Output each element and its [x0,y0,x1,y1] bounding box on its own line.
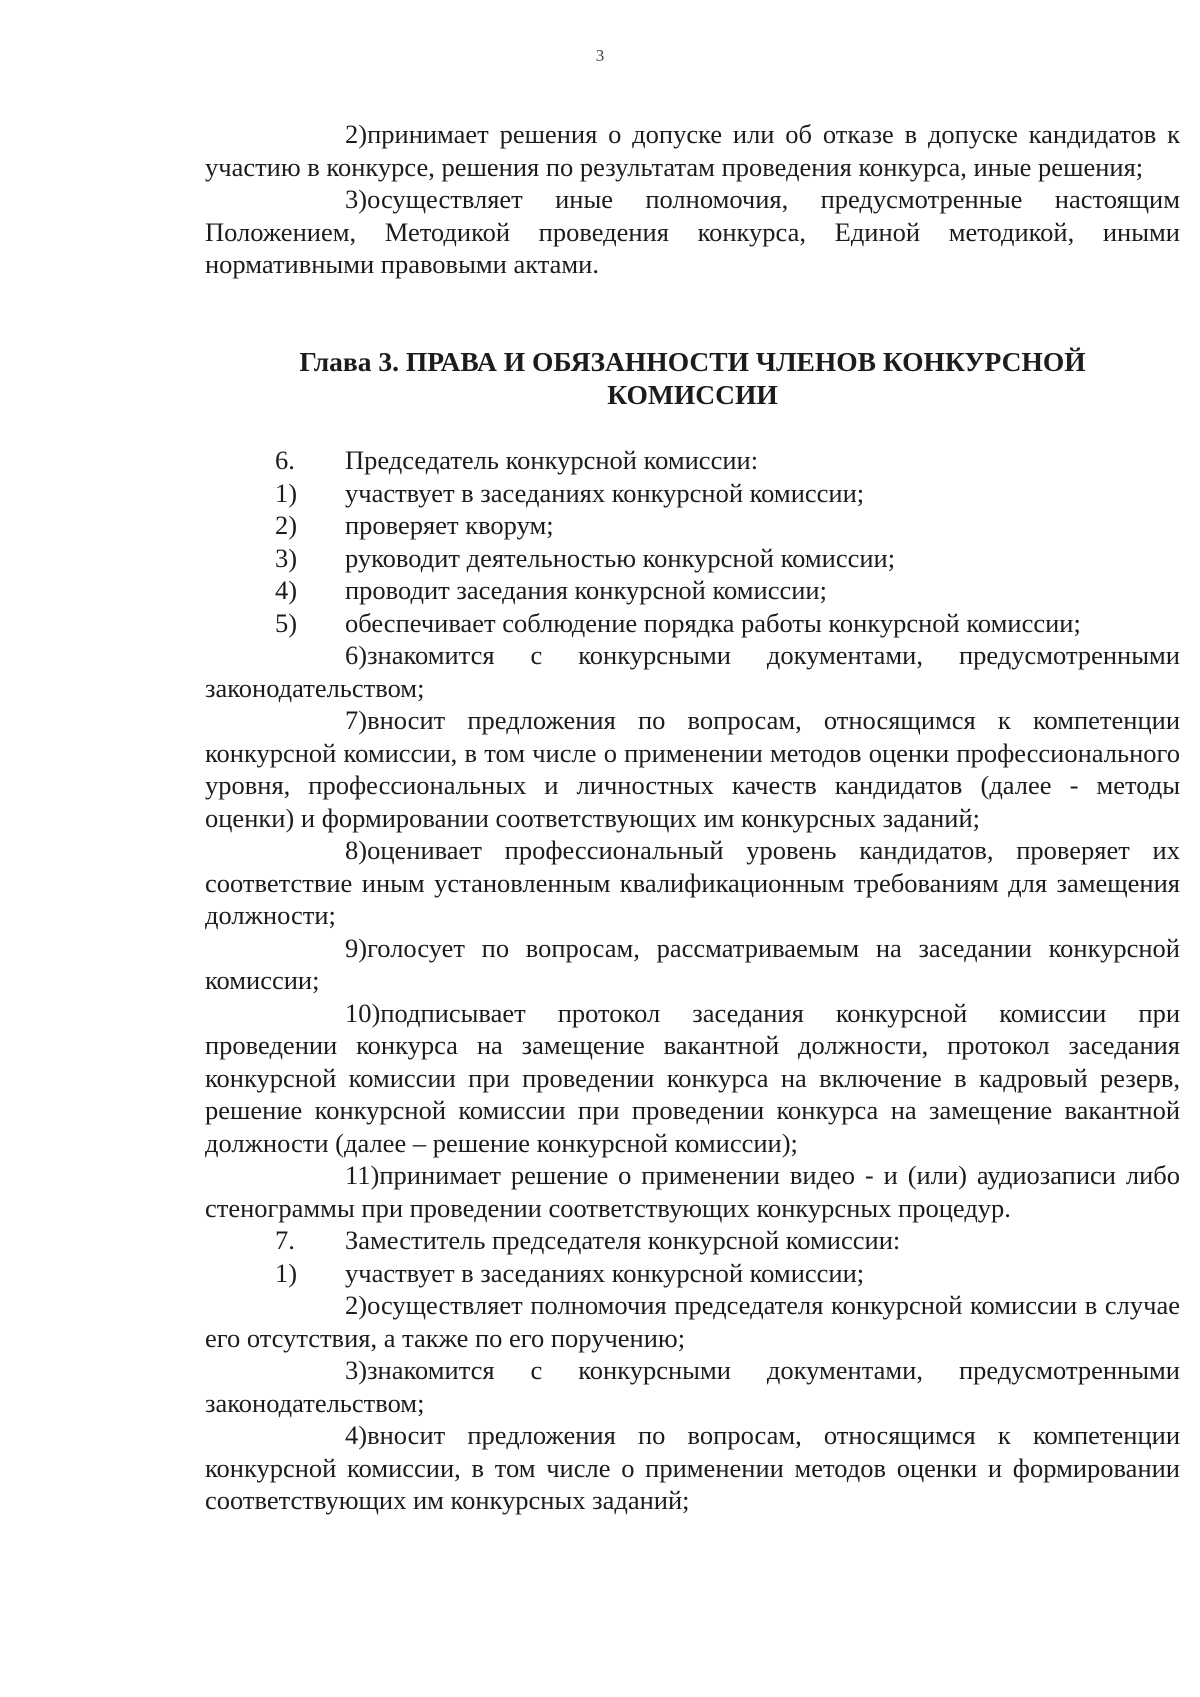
section-intro [205,1224,1180,1257]
section-title: Заместитель председателя конкурсной комиссии: [345,1225,901,1255]
item-text: участвует в заседаниях конкурсной комиссии; [345,477,865,508]
item-text: проверяет кворум; [345,510,554,540]
section-intro [205,444,1180,477]
item-text: вносит предложения по вопросам, относящимся к компетенции конкурсной комиссии, в том числе о применении методов оценки и формировании соответствующих им конкурсных заданий; [205,1420,1180,1515]
chapter-heading-line1: Глава 3. ПРАВА И ОБЯЗАННОСТИ ЧЛЕНОВ КОНКУРСНОЙ [299,346,1086,377]
item-number: 8) [345,835,368,865]
section-title: Председатель конкурсной комиссии: [345,445,759,475]
item-number: 5) [275,607,298,638]
chapter-heading [205,345,1180,411]
item-number: 3) [345,184,368,214]
list-item [205,509,1180,542]
item-number: 7) [345,705,368,735]
item-number: 4) [345,1420,368,1450]
page-number: 3 [595,46,605,65]
list-item [205,542,1180,575]
item-text: руководит деятельностью конкурсной комиссии; [345,542,896,573]
list-item [205,704,1180,834]
item-number: 2) [345,1290,368,1320]
list-item [205,1159,1180,1224]
item-text: знакомится с конкурсными документами, предусмотренными законодательством; [205,640,1180,703]
list-item [205,574,1180,607]
list-item [205,118,1180,183]
item-text: знакомится с конкурсными документами, предусмотренными законодательством; [205,1355,1180,1418]
list-item [205,607,1180,640]
item-text: принимает решения о допуске или об отказе в допуске кандидатов к участию в конкурсе, решения по результатам проведения конкурса, иные решения; [205,119,1180,182]
item-text: принимает решение о применении видео - и (или) аудиозаписи либо стенограммы при проведении соответствующих конкурсных процедур. [205,1160,1180,1223]
item-number: 6) [345,640,368,670]
list-item [205,932,1180,997]
item-text: осуществляет иные полномочия, предусмотренные настоящим Положением, Методикой проведения конкурса, Единой методикой, иными нормативными правовыми актами. [205,184,1180,279]
item-text: голосует по вопросам, рассматриваемым на заседании конкурсной комиссии; [205,932,1180,995]
item-text: подписывает протокол заседания конкурсной комиссии при проведении конкурса на замещение вакантной должности, протокол заседания конкурсной комиссии при проведении конкурса на включение в кадровый резерв, решение конкурсной комиссии при проведении конкурса на замещение вакантной должности (далее – решение конкурсной комиссии); [205,997,1180,1158]
list-item [205,477,1180,510]
item-number: 9) [345,932,368,963]
item-number: 2) [345,119,368,149]
item-number: 1) [275,1257,298,1288]
list-item [205,1289,1180,1354]
item-number: 2) [275,510,298,540]
top-items [205,118,1180,281]
item-text: вносит предложения по вопросам, относящимся к компетенции конкурсной комиссии, в том числе о применении методов оценки профессионального уровня, профессиональных и личностных качеств кандидатов (далее - методы оценки) и формировании соответствующих им конкурсных заданий; [205,705,1180,833]
section-6 [205,444,1180,1517]
list-item [205,997,1180,1160]
list-item [205,834,1180,932]
section-number: 6. [275,445,295,475]
item-number: 11) [345,1160,380,1190]
item-number: 3) [345,1355,368,1385]
list-item [205,183,1180,281]
item-number: 10) [345,997,381,1028]
item-number: 1) [275,477,298,508]
list-item [205,1419,1180,1517]
section-number: 7. [275,1225,295,1255]
item-number: 3) [275,542,298,573]
item-number: 4) [275,575,298,605]
item-text: осуществляет полномочия председателя конкурсной комиссии в случае его отсутствия, а также по его поручению; [205,1290,1180,1353]
list-item [205,1257,1180,1290]
list-item [205,1354,1180,1419]
chapter-heading-line2: КОМИССИИ [607,379,778,410]
list-item [205,639,1180,704]
item-text: проводит заседания конкурсной комиссии; [345,575,827,605]
item-text: оценивает профессиональный уровень кандидатов, проверяет их соответствие иным установленным квалификационным требованиям для замещения должности; [205,835,1180,930]
item-text: обеспечивает соблюдение порядка работы конкурсной комиссии; [345,607,1081,638]
item-text: участвует в заседаниях конкурсной комиссии; [345,1257,865,1288]
